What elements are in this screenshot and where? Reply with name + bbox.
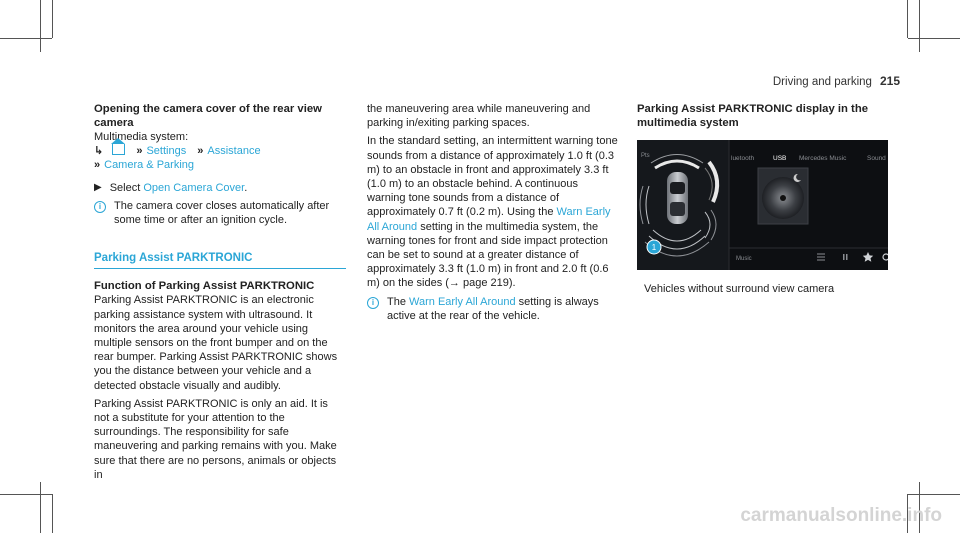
- crop-mark: [908, 494, 960, 495]
- left-column: [94, 102, 346, 482]
- chevron-icon: »: [94, 159, 101, 172]
- watermark: carmanualsonline.info: [740, 505, 942, 526]
- paragraph-aid: Parking Assist PARKTRONIC is only an aid. It is not a substitute for your attention to the surroundings. The responsibility for safe maneuvering and parking remains with you. Make sure that there are no persons, animals or objects in: [94, 397, 337, 481]
- paragraph-maneuvering: the maneuvering area while maneuvering and parking in/exiting parking spaces.: [367, 103, 591, 130]
- chevron-icon: »: [197, 145, 204, 158]
- path-camera-parking: Camera & Parking: [104, 159, 194, 172]
- heading-function: Function of Parking Assist PARKTRONIC: [94, 280, 315, 293]
- callout-number: 1: [651, 243, 657, 252]
- note-warn-early: [367, 295, 619, 323]
- crop-mark: [52, 494, 53, 533]
- note-text: The camera cover closes automatically after some time or after an ignition cycle.: [114, 199, 330, 227]
- paragraph-warning-tones: In the standard setting, an intermittent warning tone sounds from a distance of approximately 1.0 ft (0.3 m) to an obstacle in front and approximately 3.3 ft (1.0 m) to an obstacle behind. A continuous warning tone sounds from a distance of approximately 0.7 ft (0.2 m). Using the Warn Early All Around setting in the multimedia system, the warning tones for front and side impact protection can be set to sound at a greater distance of approximately 3.3 ft (1.0 m) in front and 2.0 ft (0.6 m) on the sides (→ page 219).: [367, 135, 618, 290]
- info-icon: i: [94, 201, 106, 213]
- crop-mark: [0, 494, 52, 495]
- car-top-view-icon: [667, 172, 688, 224]
- path-assistance: Assistance: [207, 145, 261, 158]
- crop-mark: [40, 482, 41, 533]
- path-arrow-icon: ↳: [94, 145, 104, 158]
- path-settings: Settings: [146, 145, 187, 158]
- right-column: [637, 102, 892, 130]
- paragraph-function: Parking Assist PARKTRONIC is an electronic parking assistance system with ultrasound. It monitors the area around your vehicle using multiple sensors on the front bumper and on the rear bumper. Parking Assist PARKTRONIC shows you the distance between your vehicle and a detected obstacle visually and audibly.: [94, 294, 338, 392]
- running-header: [773, 74, 900, 88]
- crop-mark: [40, 0, 41, 52]
- crop-mark: [919, 0, 920, 52]
- screen-tab-mercedes-music: Mercedes Music: [799, 155, 847, 162]
- warn-early-link: Warn Early All Around: [409, 295, 516, 308]
- screen-tab-usb: USB: [773, 155, 787, 162]
- crop-mark: [52, 0, 53, 38]
- warn-early-link: Warn Early All Around: [367, 206, 611, 233]
- multimedia-screen-image: [637, 140, 888, 270]
- screen-tab-pts: Pts: [641, 153, 650, 159]
- screen-tab-sound: Sound: [867, 155, 886, 162]
- menu-path-2: [94, 158, 346, 172]
- page-number: 215: [879, 74, 900, 88]
- section-title: Parking Assist PARKTRONIC: [94, 251, 346, 269]
- menu-path-1: [94, 144, 346, 158]
- open-camera-cover-link: Open Camera Cover: [143, 181, 245, 194]
- step-select: [94, 181, 346, 195]
- note-camera-cover: [94, 199, 346, 227]
- section-name: Driving and parking: [772, 76, 872, 88]
- step-triangle-icon: ▶: [94, 181, 102, 193]
- step-text: Select Open Camera Cover.: [109, 181, 248, 194]
- multimedia-label: Multimedia system:: [94, 131, 189, 143]
- chevron-icon: »: [136, 145, 143, 158]
- heading-display: Parking Assist PARKTRONIC display in the multimedia system: [637, 103, 869, 129]
- figure-caption: Vehicles without surround view camera: [644, 283, 835, 295]
- crop-mark: [0, 38, 52, 39]
- screen-music-label: Music: [736, 256, 752, 262]
- note-text: The Warn Early All Around setting is always active at the rear of the vehicle.: [387, 295, 599, 322]
- parktronic-display: [637, 140, 888, 270]
- heading-camera-cover: Opening the camera cover of the rear view camera: [94, 103, 322, 129]
- info-icon: i: [367, 297, 379, 309]
- page-ref-arrow-icon: →: [448, 277, 460, 290]
- middle-column: [367, 102, 619, 323]
- screen-tab-bluetooth: luetooth: [731, 155, 755, 162]
- crop-mark: [907, 0, 908, 38]
- home-icon: [112, 144, 125, 155]
- crop-mark: [908, 38, 960, 39]
